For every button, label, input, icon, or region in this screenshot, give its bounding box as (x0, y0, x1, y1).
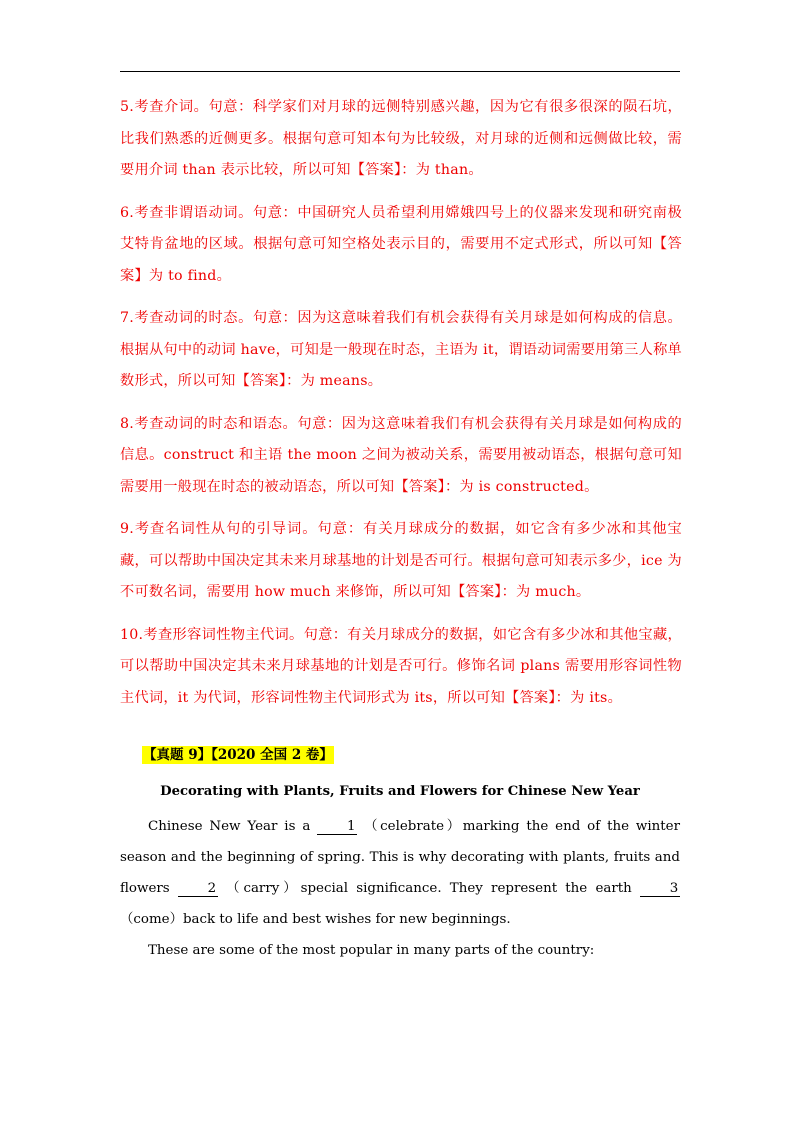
blank-1: 1 (317, 819, 357, 835)
passage-text: （carry）special significance. They represent the earth (226, 881, 632, 896)
answer-item-5: 5.考查介词。句意：科学家们对月球的远侧特别感兴趣，因为它有很多很深的陨石坑，比我们熟悉的近侧更多。根据句意可知本句为比较级，对月球的近侧和远侧做比较，需要用介词 than 表示比较，所以可知【答案】：为 than。 (120, 99, 682, 178)
answer-item-9: 9.考查名词性从句的引导词。句意：有关月球成分的数据，如它含有多少冰和其他宝藏，可以帮助中国决定其未来月球基地的计划是否可行。根据句意可知表示多少，ice 为不可数名词，需要用 how much 来修饰，所以可知【答案】：为 much。 (120, 521, 682, 600)
answer-item-10: 10.考查形容词性物主代词。句意：有关月球成分的数据，如它含有多少冰和其他宝藏，可以帮助中国决定其未来月球基地的计划是否可行。修饰名词 plans 需要用形容词性物主代词，it 为代词，形容词性物主代词形式为 its，所以可知【答案】：为 its。 (120, 626, 682, 706)
header-rule (120, 71, 680, 72)
exam-tag: 【真题 9】【2020 全国 2 卷】 (143, 747, 333, 763)
passage-text: Chinese New Year is a (148, 819, 311, 834)
answer-item-7: 7.考查动词的时态。句意：因为这意味着我们有机会获得有关月球是如何构成的信息。根据从句中的动词 have，可知是一般现在时态，主语为 it，谓语动词需要用第三人称单数形式，所以可知【答案】：为 means。 (120, 310, 682, 389)
passage-title: Decorating with Plants, Fruits and Flowers for Chinese New Year (160, 784, 640, 799)
passage-text: （celebrate）marking the end of the winter season and the beginning of spring. This is why decorating with plants, fruits and flowers (120, 819, 680, 896)
passage-paragraph (120, 811, 680, 935)
passage-body (120, 811, 680, 966)
blank-3: 3 (640, 881, 680, 897)
passage-paragraph: These are some of the most popular in many parts of the country: (148, 943, 595, 958)
passage-text: （come）back to life and best wishes for new beginnings. (120, 912, 511, 927)
answer-explanations (120, 92, 682, 725)
blank-2: 2 (178, 881, 218, 897)
exam-section (120, 744, 680, 966)
answer-item-8: 8.考查动词的时态和语态。句意：因为这意味着我们有机会获得有关月球是如何构成的信息。construct 和主语 the moon 之间为被动关系，需要用被动语态，根据句意可知需要用一般现在时态的被动语态，所以可知【答案】：为 is constructed。 (120, 415, 682, 495)
answer-item-6: 6.考查非谓语动词。句意：中国研究人员希望利用嫦娥四号上的仪器来发现和研究南极艾特肯盆地的区域。根据句意可知空格处表示目的，需要用不定式形式，所以可知【答案】为 to find。 (120, 204, 682, 284)
